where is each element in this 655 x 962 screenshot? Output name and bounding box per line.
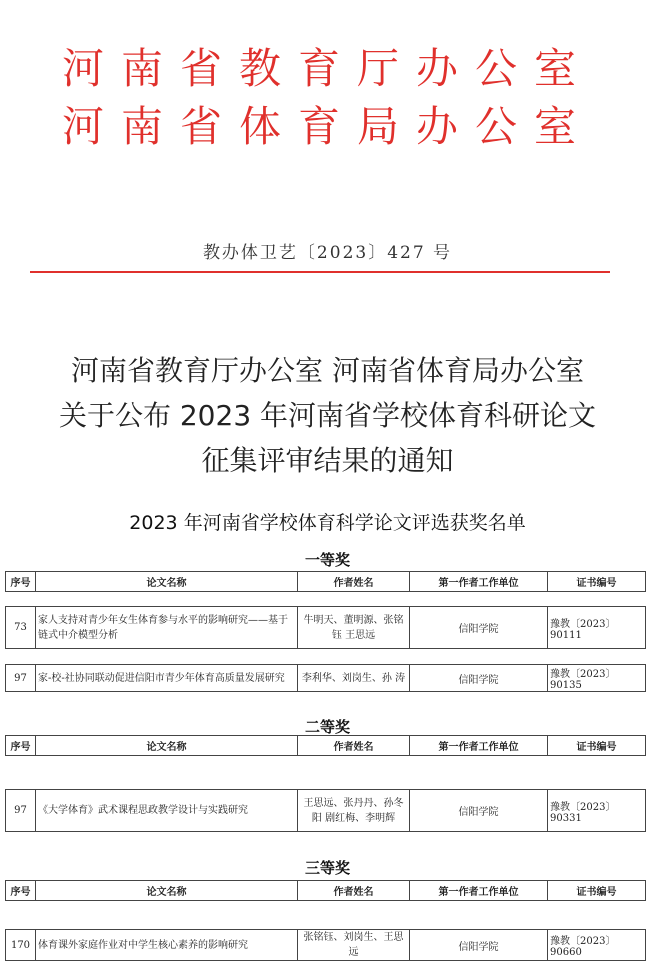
table-row: [6, 665, 646, 692]
second-prize-row-table: [5, 789, 646, 832]
row-cert: 豫教〔2023〕90111: [548, 607, 646, 649]
second-prize-header-table: [5, 735, 646, 756]
col-header-unit: 第一作者工作单位: [410, 736, 548, 756]
first-prize-heading: 一等奖: [304, 551, 350, 569]
notice-title-line-3: 征集评审结果的通知: [201, 444, 454, 477]
col-header-cert: 证书编号: [548, 736, 646, 756]
notice-title-line-2: 关于公布 2023 年河南省学校体育科研论文: [58, 399, 597, 432]
row-unit: 信阳学院: [410, 665, 548, 692]
row-cert: 豫教〔2023〕90660: [548, 930, 646, 961]
row-paper-title: 体育课外家庭作业对中学生核心素养的影响研究: [36, 930, 298, 961]
table-row: [6, 790, 646, 832]
col-header-authors: 作者姓名: [298, 736, 410, 756]
table-header-row: [6, 572, 646, 592]
first-prize-row-table: [5, 606, 646, 649]
third-prize-heading: 三等奖: [304, 859, 350, 877]
row-seq: 73: [6, 607, 36, 649]
table-row: [6, 930, 646, 961]
third-prize-header-table: [5, 880, 646, 901]
first-prize-header-table: [5, 571, 646, 592]
notice-title-line-1: 河南省教育厅办公室 河南省体育局办公室: [71, 354, 584, 387]
row-seq: 170: [6, 930, 36, 961]
row-authors: 李利华、刘岗生、孙 涛: [298, 665, 410, 692]
col-header-seq: 序号: [6, 736, 36, 756]
col-header-seq: 序号: [6, 881, 36, 901]
red-divider-line: [30, 271, 610, 273]
col-header-cert: 证书编号: [548, 572, 646, 592]
row-paper-title: 家-校-社协同联动促进信阳市青少年体育高质量发展研究: [36, 665, 298, 692]
document-number: 教办体卫艺〔2023〕427 号: [202, 243, 453, 263]
col-header-authors: 作者姓名: [298, 572, 410, 592]
row-authors: 王思远、张丹丹、孙冬阳 剧红梅、李明辉: [298, 790, 410, 832]
row-paper-title: 《大学体育》武术课程思政教学设计与实践研究: [36, 790, 298, 832]
issuer-header-line-1: 河南省教育厅办公室: [61, 44, 593, 93]
third-prize-row-table: [5, 929, 646, 961]
table-row: [6, 607, 646, 649]
col-header-title: 论文名称: [36, 736, 298, 756]
row-cert: 豫教〔2023〕90135: [548, 665, 646, 692]
col-header-title: 论文名称: [36, 572, 298, 592]
table-header-row: [6, 881, 646, 901]
col-header-cert: 证书编号: [548, 881, 646, 901]
issuer-header-line-2: 河南省体育局办公室: [61, 102, 593, 151]
row-cert: 豫教〔2023〕90331: [548, 790, 646, 832]
row-unit: 信阳学院: [410, 607, 548, 649]
col-header-unit: 第一作者工作单位: [410, 881, 548, 901]
col-header-authors: 作者姓名: [298, 881, 410, 901]
col-header-unit: 第一作者工作单位: [410, 572, 548, 592]
col-header-seq: 序号: [6, 572, 36, 592]
row-seq: 97: [6, 790, 36, 832]
row-authors: 张铭钰、刘岗生、王思远: [298, 930, 410, 961]
first-prize-row-table: [5, 664, 646, 692]
row-unit: 信阳学院: [410, 790, 548, 832]
table-header-row: [6, 736, 646, 756]
row-authors: 牛明天、董明源、张铭钰 王思远: [298, 607, 410, 649]
second-prize-heading: 二等奖: [304, 718, 350, 736]
row-unit: 信阳学院: [410, 930, 548, 961]
row-seq: 97: [6, 665, 36, 692]
row-paper-title: 家人支持对青少年女生体育参与水平的影响研究——基于链式中介模型分析: [36, 607, 298, 649]
col-header-title: 论文名称: [36, 881, 298, 901]
award-list-title: 2023 年河南省学校体育科学论文评选获奖名单: [129, 512, 526, 534]
